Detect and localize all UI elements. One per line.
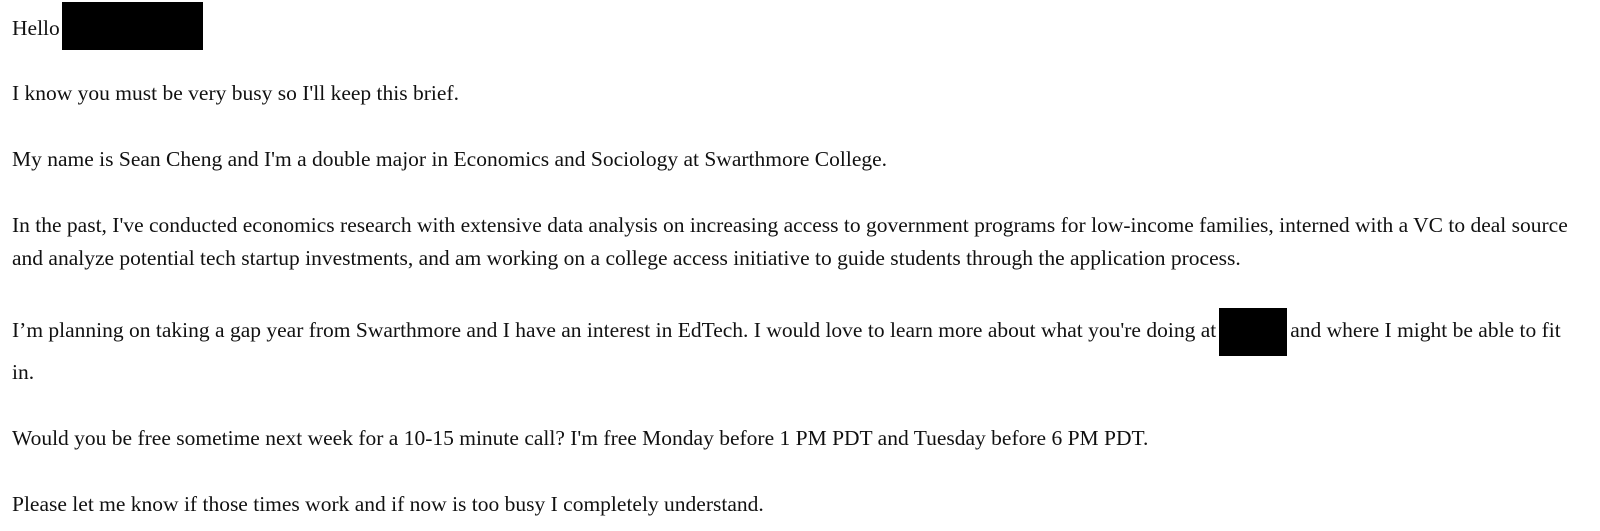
paragraph-closing: Please let me know if those times work and if now is too busy I completely understand.: [12, 492, 764, 516]
paragraph-gap-year: [12, 308, 1588, 389]
paragraph-intro: I know you must be very busy so I'll keep this brief.: [12, 81, 459, 105]
paragraph-call-request: Would you be free sometime next week for a 10-15 minute call? I'm free Monday before 1 PM PDT and Tuesday before 6 PM PDT.: [12, 426, 1149, 450]
gap-year-text-after: and where I might be able to fit in.: [12, 317, 1561, 384]
greeting-line: [12, 6, 1588, 46]
paragraph-name: My name is Sean Cheng and I'm a double major in Economics and Sociology at Swarthmore College.: [12, 147, 888, 171]
greeting-word: Hello: [12, 15, 60, 40]
gap-year-text-before: I’m planning on taking a gap year from Swarthmore and I have an interest in EdTech. I would love to learn more about what you're doing at: [12, 317, 1217, 342]
paragraph-past-experience: In the past, I've conducted economics research with extensive data analysis on increasing access to government programs for low-income families, interned with a VC to deal source and analyze potential tech startup investments, and am working on a college access initiative to guide students through the application process.: [12, 213, 1568, 270]
redacted-recipient-name: [62, 2, 203, 50]
redacted-company-name: [1219, 308, 1287, 356]
